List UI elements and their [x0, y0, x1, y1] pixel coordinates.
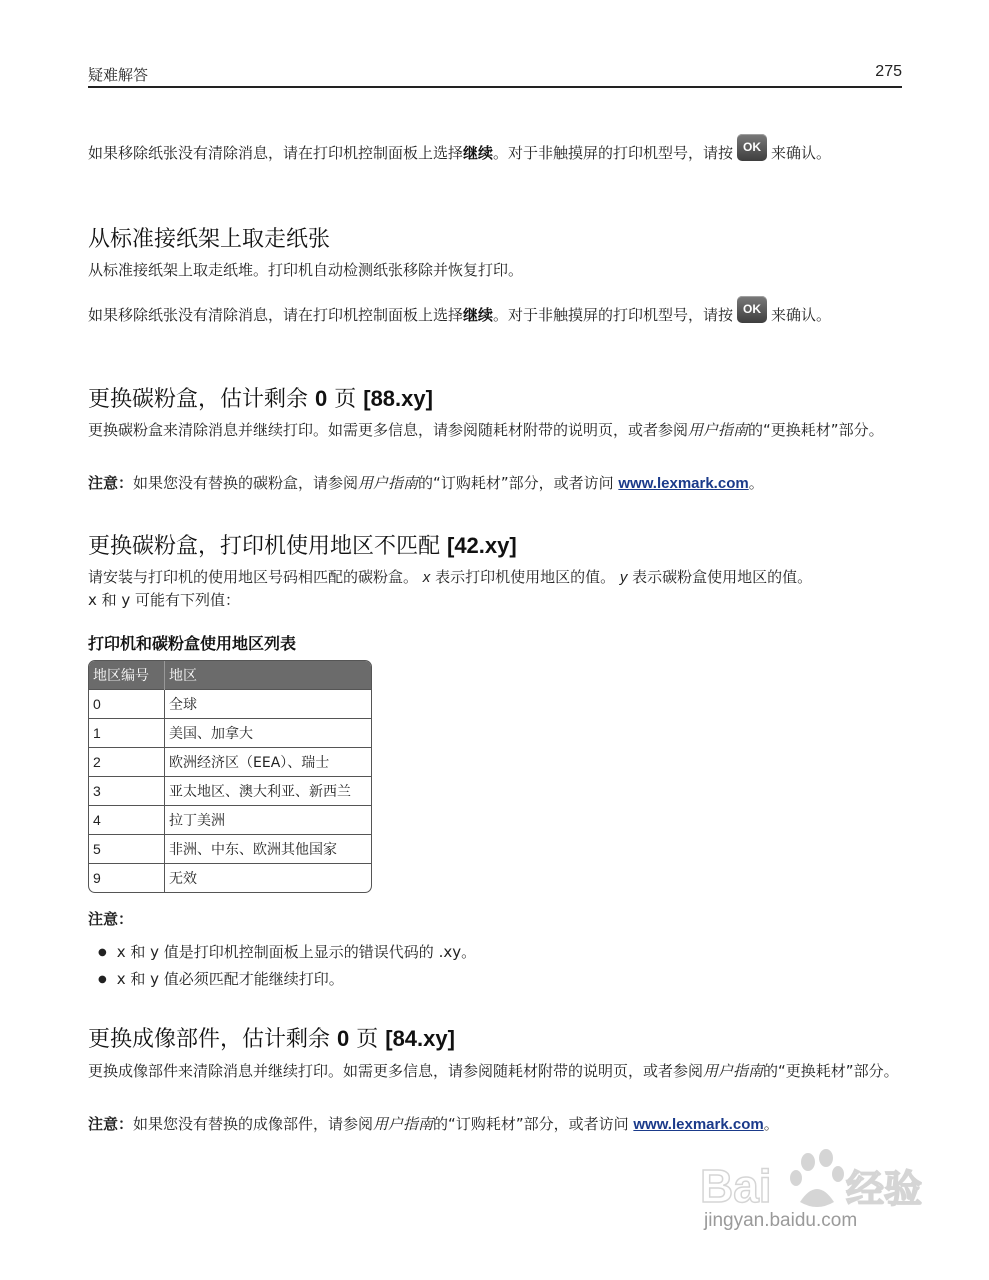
sec4-heading: 更换成像部件，估计剩余 0 页 [84.xy]: [88, 1026, 455, 1052]
sec3-note-label: 注意：: [88, 910, 134, 928]
list-item: ● x 和 y 值是打印机控制面板上显示的错误代码的 .xy。: [98, 939, 476, 966]
header-region: 地区: [165, 661, 372, 690]
intro-paragraph: 如果移除纸张没有清除消息，请在打印机控制面板上选择继续。对于非触摸屏的打印机型号，请按 OK 来确认。: [88, 140, 903, 167]
lexmark-link[interactable]: www.lexmark.com: [618, 475, 749, 492]
sec2-heading: 更换碳粉盒，估计剩余 0 页 [88.xy]: [88, 386, 433, 412]
ok-button-icon: OK: [737, 134, 767, 161]
table-row: 3 亚太地区、澳大利亚、新西兰: [89, 777, 371, 806]
ok-button-icon: OK: [737, 296, 767, 323]
sec3-paragraph: 请安装与打印机的使用地区号码相匹配的碳粉盒。 x 表示打印机使用地区的值。 y 表示碳粉盒使用地区的值。 x 和 y 可能有下列值：: [88, 568, 813, 609]
baidu-watermark-logo: [700, 1140, 930, 1250]
section-title: 疑难解答: [88, 66, 149, 84]
table-row: 1 美国、加拿大: [89, 719, 371, 748]
sec4-note: 注意：如果您没有替换的成像部件，请参阅用户指南的“订购耗材”部分，或者访问 www.lexmark.com。: [88, 1115, 779, 1133]
svg-text:Bai: Bai: [700, 1160, 772, 1212]
sec3-heading: 更换碳粉盒，打印机使用地区不匹配 [42.xy]: [88, 533, 517, 559]
table-row: 0 全球: [89, 690, 371, 719]
table-caption: 打印机和碳粉盒使用地区列表: [88, 634, 297, 653]
sec3-bullet-list: [98, 939, 476, 993]
sec1-paragraph-1: 从标准接纸架上取走纸堆。打印机自动检测纸张移除并恢复打印。: [88, 261, 524, 279]
sec1-heading: 从标准接纸架上取走纸张: [88, 227, 331, 252]
sec2-note: 注意：如果您没有替换的碳粉盒，请参阅用户指南的“订购耗材”部分，或者访问 www.lexmark.com。: [88, 474, 764, 492]
baidu-watermark-url: jingyan.baidu.com: [704, 1210, 858, 1231]
region-table: [88, 660, 372, 893]
sec1-paragraph-2: 如果移除纸张没有清除消息，请在打印机控制面板上选择继续。对于非触摸屏的打印机型号，请按 OK 来确认。: [88, 302, 903, 329]
page-header: [88, 62, 902, 88]
table-row: 5 非洲、中东、欧洲其他国家: [89, 835, 371, 864]
table-row: 2 欧洲经济区（EEA）、瑞士: [89, 748, 371, 777]
sec4-paragraph: 更换成像部件来清除消息并继续打印。如需更多信息，请参阅随耗材附带的说明页，或者参阅用户指南的“更换耗材”部分。: [88, 1062, 899, 1080]
sec2-paragraph: 更换碳粉盒来清除消息并继续打印。如需更多信息，请参阅随耗材附带的说明页，或者参阅用户指南的“更换耗材”部分。: [88, 421, 884, 439]
table-header-row: [89, 661, 371, 690]
list-item: ● x 和 y 值必须匹配才能继续打印。: [98, 966, 476, 993]
header-region-number: 地区编号: [89, 661, 165, 690]
table-row: 9 无效: [89, 864, 371, 893]
lexmark-link[interactable]: www.lexmark.com: [633, 1116, 764, 1133]
svg-text:经验: 经验: [846, 1167, 923, 1211]
page-number: 275: [875, 63, 902, 80]
table-row: 4 拉丁美洲: [89, 806, 371, 835]
